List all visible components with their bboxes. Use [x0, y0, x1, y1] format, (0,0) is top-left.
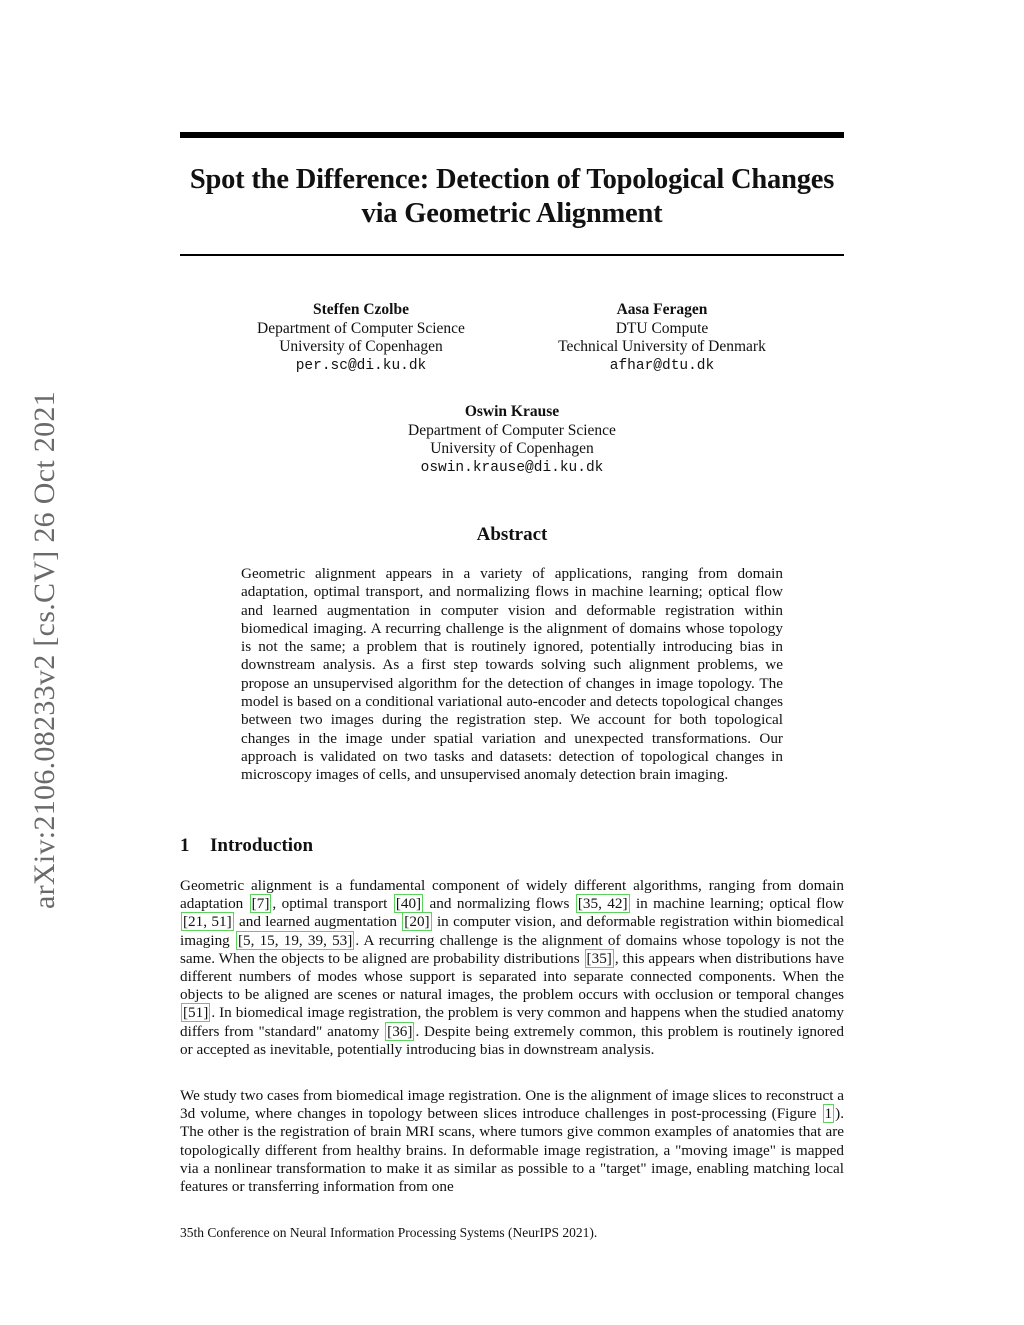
author-affiliation: Department of Computer Science — [257, 319, 465, 337]
title-rule-bottom — [180, 254, 844, 256]
para-text: . Despite being extremely common, this problem is routinely ignored or accepted as inevitable, potentially introducing bias in downstream analysis. — [180, 1022, 844, 1058]
paper-title — [160, 163, 864, 231]
para-text: and normalizing flows — [424, 895, 575, 913]
para-text: ). The other is the registration of brain MRI scans, where tumors give common examples of anatomies that are topologically different from healthy brains. In deformable image registration, a "moving image" is mapped via a nonlinear transformation to make it as similar as possible to a "target" image, enabling matching local features or transferring information from one — [180, 1105, 844, 1196]
figure-link[interactable]: 1 — [824, 1105, 833, 1123]
author-block — [382, 403, 642, 477]
author-name: Aasa Feragen — [616, 301, 708, 318]
intro-paragraph-2 — [180, 1087, 844, 1196]
para-text: in computer vision, and deformable registration within biomedical imaging — [180, 913, 844, 949]
abstract-text: Geometric alignment appears in a variety of applications, ranging from domain adaptation, optimal transport, and normalizing flows in machine learning; optical flow and learned augmentation in computer vision and deformable registration within biomedical imaging. A recurring challenge is the alignment of domains whose topology is not the same; a problem that is routinely ignored, potentially introducing bias in downstream analysis. As a first step towards solving such alignment problems, we propose an unsupervised algorithm for the detection of changes in image topology. The model is based on a conditional variational auto-encoder and detects topological changes between two images during the registration step. We account for both topological changes in the image under spatial variation and unexpected transformations. Our approach is validated on two tasks and datasets: detection of topological changes in microscopy images of cells, and unsupervised anomaly detection brain imaging. — [241, 565, 783, 784]
para-text: , this appears when distributions have different numbers of modes whose support is separated into separate connected components. When the objects to be aligned are scenes or natural images, the problem occurs with occlusion or temporal changes — [180, 949, 844, 1004]
para-text: and learned augmentation — [234, 913, 402, 931]
author-email[interactable]: oswin.krause@di.ku.dk — [420, 459, 604, 476]
citation-link[interactable]: [20] — [404, 913, 430, 931]
intro-paragraph-1 — [180, 877, 844, 1059]
title-rule-top — [180, 132, 844, 138]
para-text: . In biomedical image registration, the problem is very common and happens when the studied anatomy differs from "standard" anatomy — [180, 1004, 844, 1040]
conference-footer: 35th Conference on Neural Information Processing Systems (NeurIPS 2021). — [180, 1225, 598, 1240]
section-title: Introduction — [210, 835, 314, 856]
para-text: in machine learning; optical flow — [630, 895, 844, 913]
arxiv-stamp: arXiv:2106.08233v2 [cs.CV] 26 Oct 2021 — [28, 391, 61, 910]
citation-link[interactable]: [35] — [586, 949, 612, 967]
author-affiliation: Department of Computer Science — [408, 421, 616, 439]
citation-link[interactable]: [7] — [251, 895, 270, 913]
author-affiliation: DTU Compute — [615, 319, 709, 337]
author-affiliation: Technical University of Denmark — [558, 338, 766, 355]
citation-link[interactable]: [51] — [183, 1004, 209, 1022]
para-text: . A recurring challenge is the alignment of domains whose topology is not the same. When the objects to be aligned are probability distributions — [180, 931, 844, 967]
citation-link[interactable]: [21, 51] — [183, 913, 232, 931]
title-line-2: via Geometric Alignment — [361, 198, 663, 229]
author-block — [532, 301, 792, 375]
author-email[interactable]: per.sc@di.ku.dk — [295, 357, 427, 374]
author-name: Steffen Czolbe — [313, 301, 409, 318]
para-text: We study two cases from biomedical image registration. One is the alignment of image slices to reconstruct a 3d volume, where changes in topology between slices introduce challenges in post-processing (Figure — [180, 1087, 844, 1123]
citation-link[interactable]: [36] — [387, 1022, 413, 1040]
author-block — [231, 301, 491, 375]
author-affiliation: University of Copenhagen — [279, 338, 443, 355]
citation-link[interactable]: [5, 15, 19, 39, 53] — [237, 931, 353, 949]
author-email[interactable]: afhar@dtu.dk — [609, 357, 715, 374]
para-text: , optimal transport — [272, 895, 393, 913]
section-heading-introduction — [180, 835, 313, 857]
author-affiliation: University of Copenhagen — [430, 440, 594, 457]
para-text: Geometric alignment is a fundamental component of widely different algorithms, ranging from domain adaptation — [180, 877, 844, 913]
title-line-1: Spot the Difference: Detection of Topological Changes — [189, 164, 835, 195]
author-name: Oswin Krause — [464, 403, 560, 420]
citation-link[interactable]: [40] — [395, 895, 422, 913]
citation-link[interactable]: [35, 42] — [577, 895, 628, 913]
abstract-heading: Abstract — [476, 524, 548, 545]
section-number: 1 — [180, 835, 190, 856]
